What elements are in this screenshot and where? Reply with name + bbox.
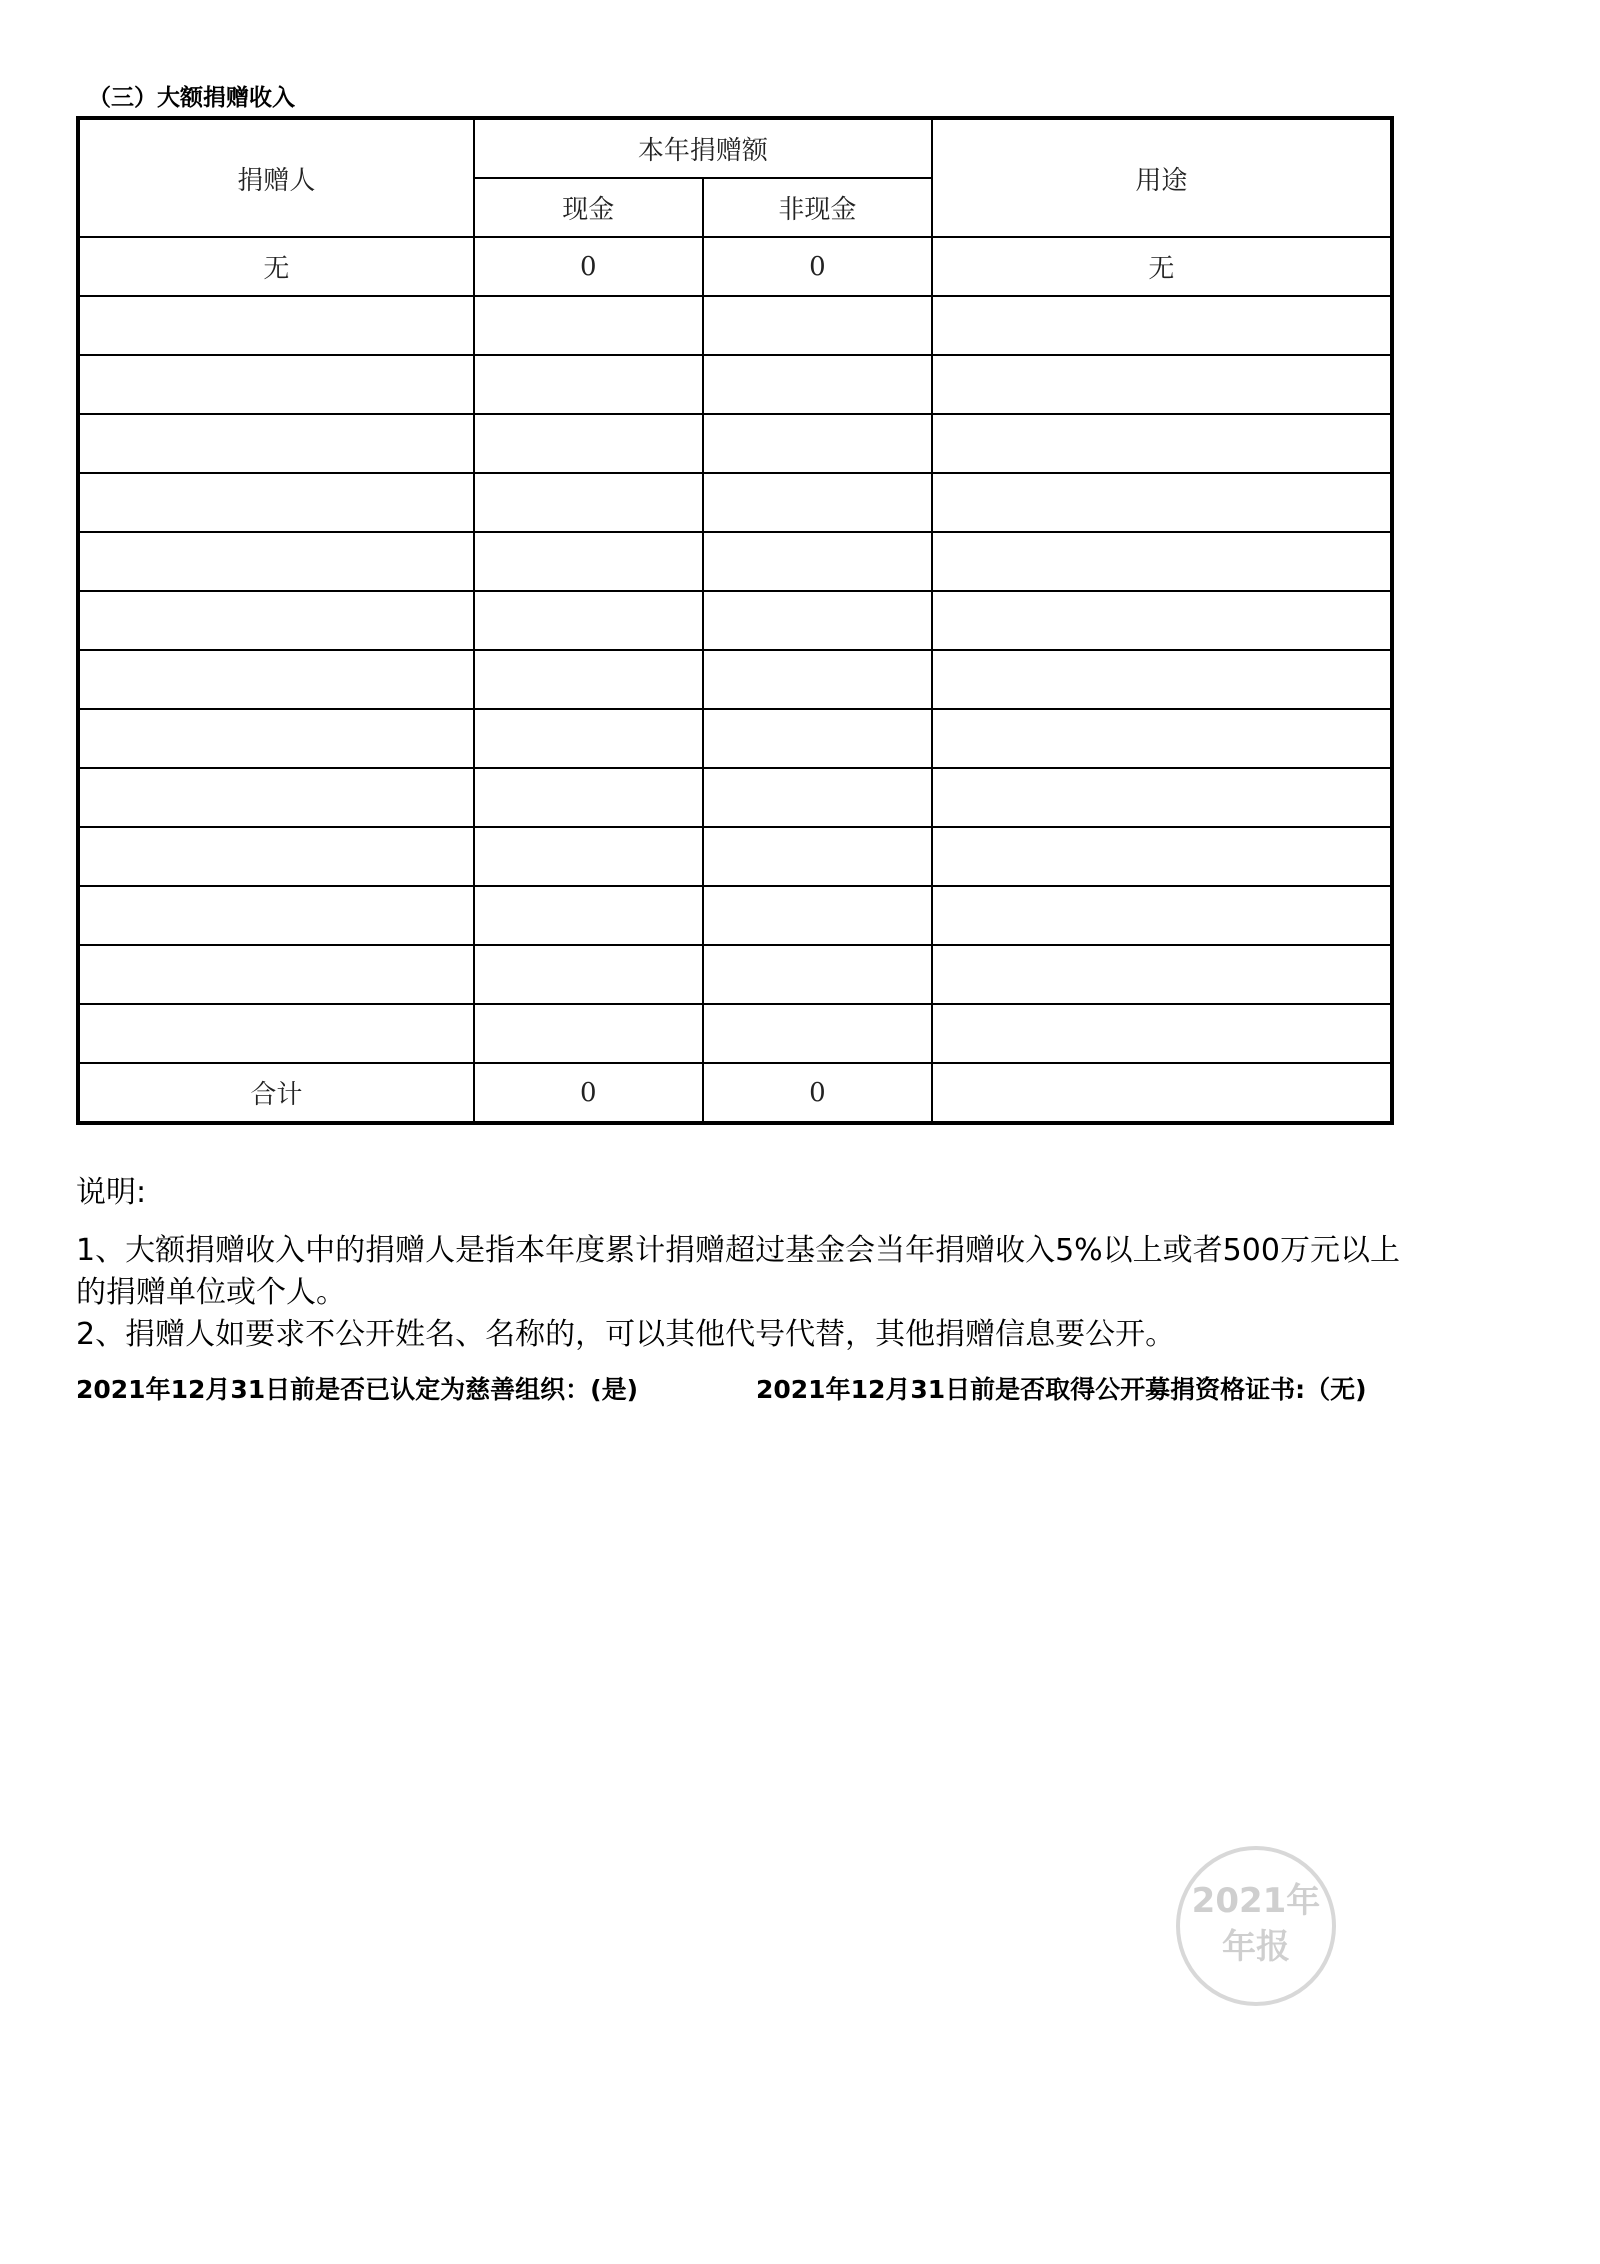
cell-purpose [932,355,1392,414]
section-title: （三）大额捐赠收入 [88,85,295,111]
cell-non-cash [703,709,932,768]
notes [76,1172,1406,1356]
cell-purpose [932,827,1392,886]
total-label: 合计 [78,1063,474,1123]
cell-non-cash [703,414,932,473]
header-non-cash: 非现金 [703,178,932,237]
cell-purpose [932,532,1392,591]
cell-non-cash [703,886,932,945]
cell-cash [474,768,703,827]
cell-purpose [932,414,1392,473]
stamp-line-1: 2021年 [1191,1881,1321,1921]
cell-donor [78,945,474,1004]
cell-donor [78,886,474,945]
header-donor: 捐赠人 [78,118,474,237]
cell-purpose [932,473,1392,532]
table-row [78,827,1392,886]
cell-donor [78,414,474,473]
total-row [78,1063,1392,1123]
table-row [78,945,1392,1004]
table-row [78,355,1392,414]
cell-non-cash [703,296,932,355]
table-row [78,532,1392,591]
table-row [78,473,1392,532]
total-cash: 0 [474,1063,703,1123]
cell-non-cash [703,768,932,827]
header-cash: 现金 [474,178,703,237]
cell-donor [78,591,474,650]
cell-cash [474,650,703,709]
table-row [78,650,1392,709]
cell-purpose [932,650,1392,709]
cell-purpose: 无 [932,237,1392,296]
table-header-row [78,118,1392,178]
table-row [78,886,1392,945]
header-amount-group: 本年捐赠额 [474,118,932,178]
cell-purpose [932,709,1392,768]
cell-cash [474,532,703,591]
table-row [78,414,1392,473]
cell-donor [78,827,474,886]
cell-donor [78,650,474,709]
cell-cash [474,827,703,886]
cell-purpose [932,1004,1392,1063]
cell-donor [78,709,474,768]
cell-non-cash [703,532,932,591]
cell-non-cash [703,591,932,650]
cell-donor [78,473,474,532]
cell-donor [78,355,474,414]
stamp-line-2: 年报 [1222,1927,1290,1967]
cell-cash [474,709,703,768]
fundraising-status: 2021年12月31日前是否取得公开募捐资格证书:（无) [756,1375,1367,1404]
cell-cash: 0 [474,237,703,296]
header-purpose: 用途 [932,118,1392,237]
cell-cash [474,296,703,355]
cell-non-cash [703,473,932,532]
large-donation-table [76,116,1394,1125]
annual-report-stamp [1176,1846,1336,2006]
cell-cash [474,355,703,414]
table-row [78,1004,1392,1063]
total-purpose [932,1063,1392,1123]
table-row [78,237,1392,296]
cell-purpose [932,591,1392,650]
cell-cash [474,473,703,532]
cell-non-cash: 0 [703,237,932,296]
cell-cash [474,414,703,473]
cell-donor [78,1004,474,1063]
total-non-cash: 0 [703,1063,932,1123]
notes-title: 说明: [76,1175,147,1210]
cell-purpose [932,296,1392,355]
cell-non-cash [703,355,932,414]
table-row [78,768,1392,827]
cell-donor [78,296,474,355]
cell-non-cash [703,945,932,1004]
cell-non-cash [703,1004,932,1063]
cell-cash [474,886,703,945]
table-row [78,709,1392,768]
cell-donor [78,768,474,827]
cell-cash [474,591,703,650]
cell-non-cash [703,827,932,886]
cell-purpose [932,945,1392,1004]
cell-cash [474,1004,703,1063]
cell-non-cash [703,650,932,709]
cell-cash [474,945,703,1004]
table-row [78,296,1392,355]
cell-donor [78,532,474,591]
note-item-1: 1、大额捐赠收入中的捐赠人是指本年度累计捐赠超过基金会当年捐赠收入5%以上或者500万元以上的捐赠单位或个人。 [76,1233,1400,1310]
charity-status: 2021年12月31日前是否已认定为慈善组织：(是) [76,1375,639,1404]
cell-purpose [932,886,1392,945]
table-row [78,591,1392,650]
cell-purpose [932,768,1392,827]
cell-donor: 无 [78,237,474,296]
note-item-2: 2、捐赠人如要求不公开姓名、名称的，可以其他代号代替，其他捐赠信息要公开。 [76,1317,1176,1352]
